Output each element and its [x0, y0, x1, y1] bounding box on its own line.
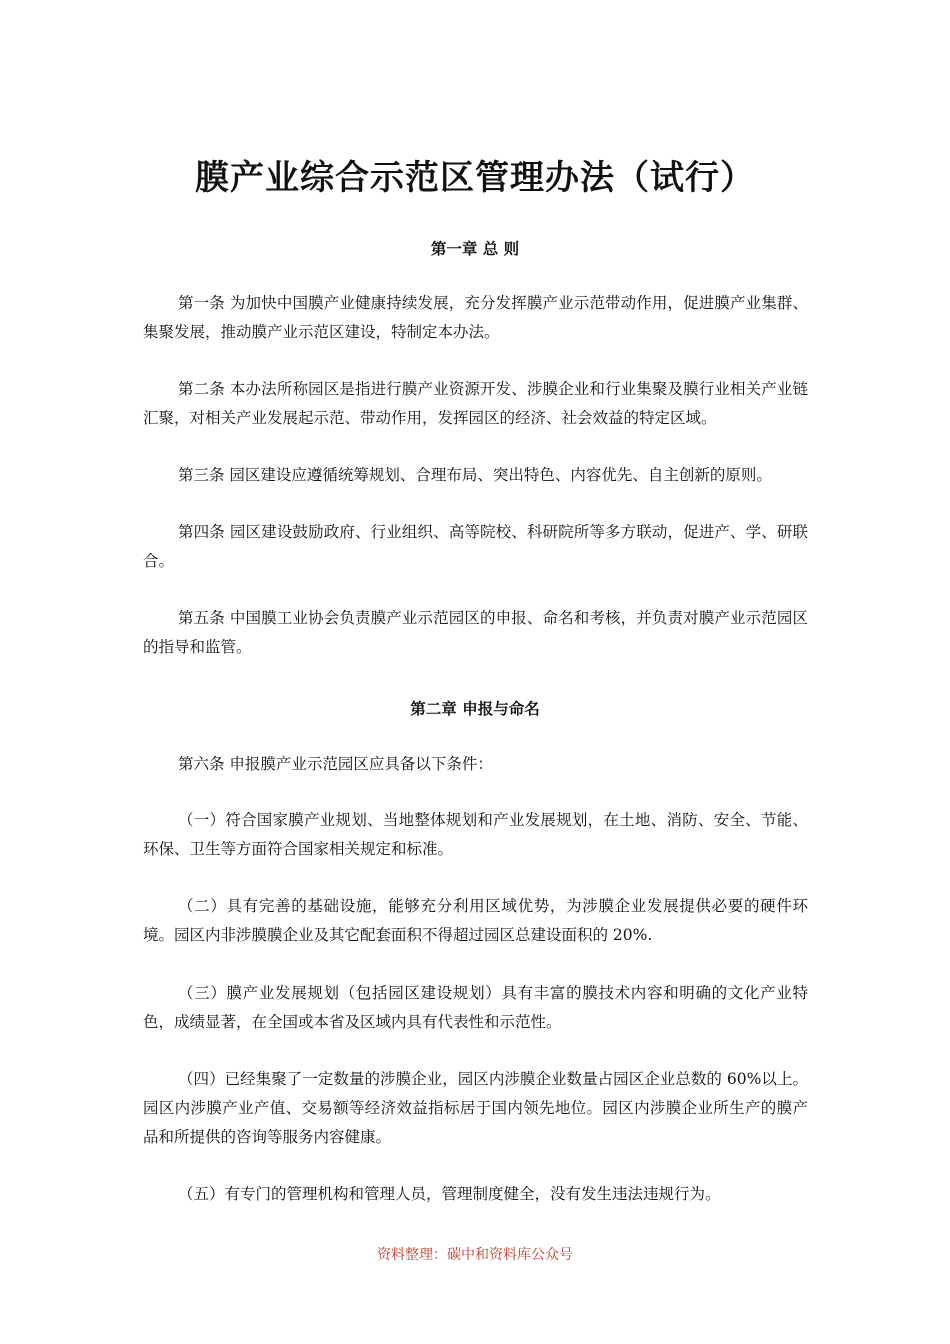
article-1: 第一条 为加快中国膜产业健康持续发展，充分发挥膜产业示范带动作用，促进膜产业集群、集聚发展，推动膜产业示范区建设，特制定本办法。: [143, 294, 808, 341]
article-4: 第四条 园区建设鼓励政府、行业组织、高等院校、科研院所等多方联动，促进产、学、研联合。: [143, 523, 808, 570]
document-title: 膜产业综合示范区管理办法（试行）: [195, 158, 755, 198]
footer-source-note: 资料整理：碳中和资料库公众号: [377, 1247, 573, 1263]
article-2: 第二条 本办法所称园区是指进行膜产业资源开发、涉膜企业和行业集聚及膜行业相关产业链汇聚，对相关产业发展起示范、带动作用，发挥园区的经济、社会效益的特定区域。: [143, 380, 808, 427]
condition-1: （一）符合国家膜产业规划、当地整体规划和产业发展规划，在土地、消防、安全、节能、环保、卫生等方面符合国家相关规定和标准。: [143, 811, 808, 858]
condition-2: （二）具有完善的基础设施，能够充分利用区域优势，为涉膜企业发展提供必要的硬件环境。园区内非涉膜膜企业及其它配套面积不得超过园区总建设面积的 20%.: [143, 897, 808, 944]
condition-4: （四）已经集聚了一定数量的涉膜企业，园区内涉膜企业数量占园区企业总数的 60%以上。园区内涉膜产业产值、交易额等经济效益指标居于国内领先地位。园区内涉膜企业所生产的膜产品和所提供的咨询等服务内容健康。: [143, 1070, 808, 1146]
chapter-heading-2: 第二章 申报与命名: [410, 700, 540, 718]
condition-5: （五）有专门的管理机构和管理人员，管理制度健全，没有发生违法违规行为。: [178, 1185, 721, 1203]
article-5: 第五条 中国膜工业协会负责膜产业示范园区的申报、命名和考核，并负责对膜产业示范园区的指导和监管。: [143, 609, 808, 656]
article-6: 第六条 申报膜产业示范园区应具备以下条件：: [178, 755, 493, 773]
article-3: 第三条 园区建设应遵循统筹规划、合理布局、突出特色、内容优先、自主创新的原则。: [178, 466, 772, 484]
condition-3: （三）膜产业发展规划（包括园区建设规划）具有丰富的膜技术内容和明确的文化产业特色，成绩显著，在全国或本省及区域内具有代表性和示范性。: [143, 984, 808, 1031]
chapter-heading-1: 第一章 总 则: [430, 240, 520, 258]
